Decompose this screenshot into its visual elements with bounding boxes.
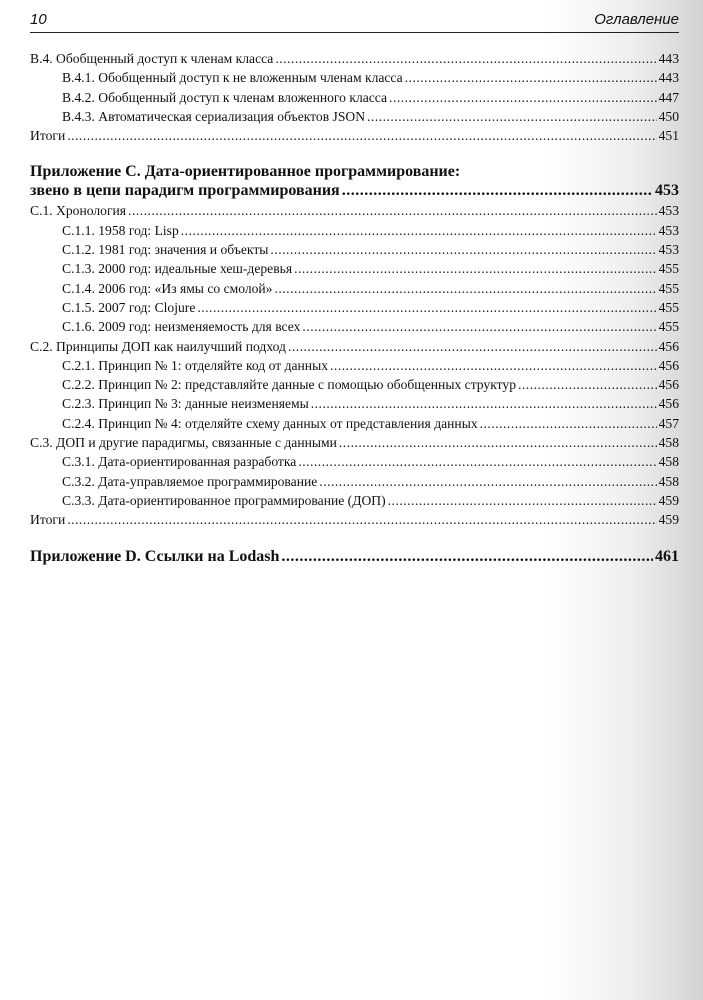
- toc-entry-page: 455: [658, 299, 679, 315]
- toc-entry-title: B.4. Обобщенный доступ к членам класса: [30, 51, 274, 66]
- dot-leader: [294, 259, 657, 278]
- toc-entry-title: B.4.1. Обобщенный доступ к не вложенным членам класса: [62, 70, 403, 86]
- toc-entry-page: 457: [658, 415, 679, 431]
- dot-leader: [319, 472, 656, 491]
- toc-entry-title: C.2.2. Принцип № 2: представляйте данные с помощью обобщенных структур: [62, 377, 516, 393]
- toc-entry[interactable]: [30, 126, 679, 145]
- dot-leader: [67, 126, 656, 145]
- toc-entry-title: C.3.3. Дата-ориентированное программирование (ДОП): [62, 492, 386, 508]
- dot-leader: [405, 68, 657, 87]
- toc-entry-page: 453: [658, 222, 679, 238]
- dot-leader: [330, 356, 657, 375]
- toc-entry-title: C.1. Хронология: [30, 203, 127, 219]
- toc-entry-page: 453: [658, 203, 679, 219]
- dot-leader: [270, 240, 656, 259]
- toc-entry-page: 456: [658, 377, 679, 393]
- toc-entry-page: 455: [658, 261, 679, 277]
- toc-entry-title: C.1.4. 2006 год: «Из ямы со смолой»: [62, 280, 273, 296]
- page-number: 10: [30, 11, 47, 28]
- toc-entry-title: C.1.6. 2009 год: неизменяемость для всех: [62, 319, 301, 335]
- dot-leader: [339, 433, 657, 452]
- toc-entry-page: 458: [658, 454, 679, 470]
- appendix-d-heading[interactable]: [30, 547, 679, 567]
- toc-entry-title: C.2.3. Принцип № 3: данные неизменяемы: [62, 396, 309, 412]
- dot-leader: [302, 317, 656, 336]
- toc-entry[interactable]: [30, 88, 679, 107]
- appendix-c-entries: [30, 201, 679, 529]
- toc-entry-page: 459: [658, 492, 679, 508]
- toc-entry[interactable]: [30, 433, 679, 452]
- toc-entry[interactable]: [30, 279, 679, 298]
- toc-entry[interactable]: [30, 49, 679, 68]
- appendix-d-title: Приложение D. Ссылки на Lodash: [30, 547, 280, 565]
- toc-entry[interactable]: [30, 356, 679, 375]
- table-of-contents: [30, 49, 679, 567]
- toc-entry-title: C.1.5. 2007 год: Clojure: [62, 299, 196, 315]
- toc-entry[interactable]: [30, 337, 679, 356]
- dot-leader: [281, 547, 653, 567]
- toc-entry-title: C.1.3. 2000 год: идеальные хеш-деревья: [62, 261, 293, 277]
- toc-entry-page: 455: [658, 280, 679, 296]
- appendix-d-row: [30, 547, 679, 567]
- appendix-c-heading[interactable]: [30, 162, 679, 201]
- toc-entry-page: 456: [658, 338, 679, 354]
- page-header: [30, 8, 679, 33]
- dot-leader: [128, 201, 657, 220]
- dot-leader: [518, 375, 657, 394]
- toc-entry-title: C.2.4. Принцип № 4: отделяйте схему данных от представления данных: [62, 415, 478, 431]
- toc-entry-page: 453: [658, 242, 679, 258]
- toc-entry[interactable]: [30, 414, 679, 433]
- dot-leader: [67, 510, 656, 529]
- dot-leader: [197, 298, 656, 317]
- toc-entry-page: 443: [658, 70, 679, 86]
- toc-entry[interactable]: [30, 201, 679, 220]
- dot-leader: [311, 394, 657, 413]
- dot-leader: [274, 279, 656, 298]
- dot-leader: [342, 181, 653, 201]
- toc-entry-page: 458: [658, 473, 679, 489]
- dot-leader: [298, 452, 656, 471]
- toc-entry[interactable]: [30, 317, 679, 336]
- toc-entry-page: 456: [658, 357, 679, 373]
- appendix-c-title-line2-row: [30, 181, 679, 201]
- running-title: Оглавление: [594, 11, 679, 28]
- toc-entry[interactable]: [30, 472, 679, 491]
- part-b-entries: [30, 49, 679, 145]
- toc-entry-page: 443: [658, 51, 679, 66]
- toc-entry-page: 459: [658, 512, 679, 528]
- toc-entry[interactable]: [30, 375, 679, 394]
- toc-entry[interactable]: [30, 491, 679, 510]
- toc-entry-page: 450: [658, 108, 679, 124]
- toc-entry-title: C.1.2. 1981 год: значения и объекты: [62, 242, 269, 258]
- dot-leader: [367, 107, 657, 126]
- toc-entry-title: C.3. ДОП и другие парадигмы, связанные с данными: [30, 435, 337, 451]
- toc-entry-page: 456: [658, 396, 679, 412]
- dot-leader: [181, 221, 657, 240]
- toc-entry-title: B.4.2. Обобщенный доступ к членам вложенного класса: [62, 89, 388, 105]
- appendix-c-page: 453: [655, 182, 679, 200]
- dot-leader: [389, 88, 657, 107]
- toc-entry[interactable]: [30, 394, 679, 413]
- dot-leader: [288, 337, 657, 356]
- toc-entry[interactable]: [30, 510, 679, 529]
- toc-entry-page: 451: [658, 128, 679, 144]
- toc-entry-page: 447: [658, 89, 679, 105]
- dot-leader: [388, 491, 657, 510]
- appendix-c-title-line2: звено в цепи парадигм программирования: [30, 182, 340, 200]
- toc-entry[interactable]: [30, 107, 679, 126]
- toc-entry-title: C.1.1. 1958 год: Lisp: [62, 222, 179, 238]
- toc-entry-title: C.3.2. Дата-управляемое программирование: [62, 473, 318, 489]
- toc-entry[interactable]: [30, 298, 679, 317]
- toc-entry[interactable]: [30, 68, 679, 87]
- toc-entry-title: B.4.3. Автоматическая сериализация объектов JSON: [62, 108, 366, 124]
- toc-entry[interactable]: [30, 452, 679, 471]
- toc-entry-page: 458: [658, 435, 679, 451]
- toc-entry-title: Итоги: [30, 128, 66, 144]
- appendix-d-page: 461: [655, 547, 679, 565]
- toc-entry[interactable]: [30, 221, 679, 240]
- toc-entry-title: C.2.1. Принцип № 1: отделяйте код от данных: [62, 357, 329, 373]
- toc-entry[interactable]: [30, 240, 679, 259]
- toc-entry-page: 455: [658, 319, 679, 335]
- dot-leader: [480, 414, 657, 433]
- dot-leader: [275, 49, 656, 68]
- toc-entry-title: Итоги: [30, 512, 66, 528]
- toc-entry-title: C.3.1. Дата-ориентированная разработка: [62, 454, 297, 470]
- appendix-c-title-line1: Приложение С. Дата-ориентированное программирование:: [30, 163, 461, 181]
- toc-entry-title: C.2. Принципы ДОП как наилучший подход: [30, 338, 286, 354]
- toc-entry[interactable]: [30, 259, 679, 278]
